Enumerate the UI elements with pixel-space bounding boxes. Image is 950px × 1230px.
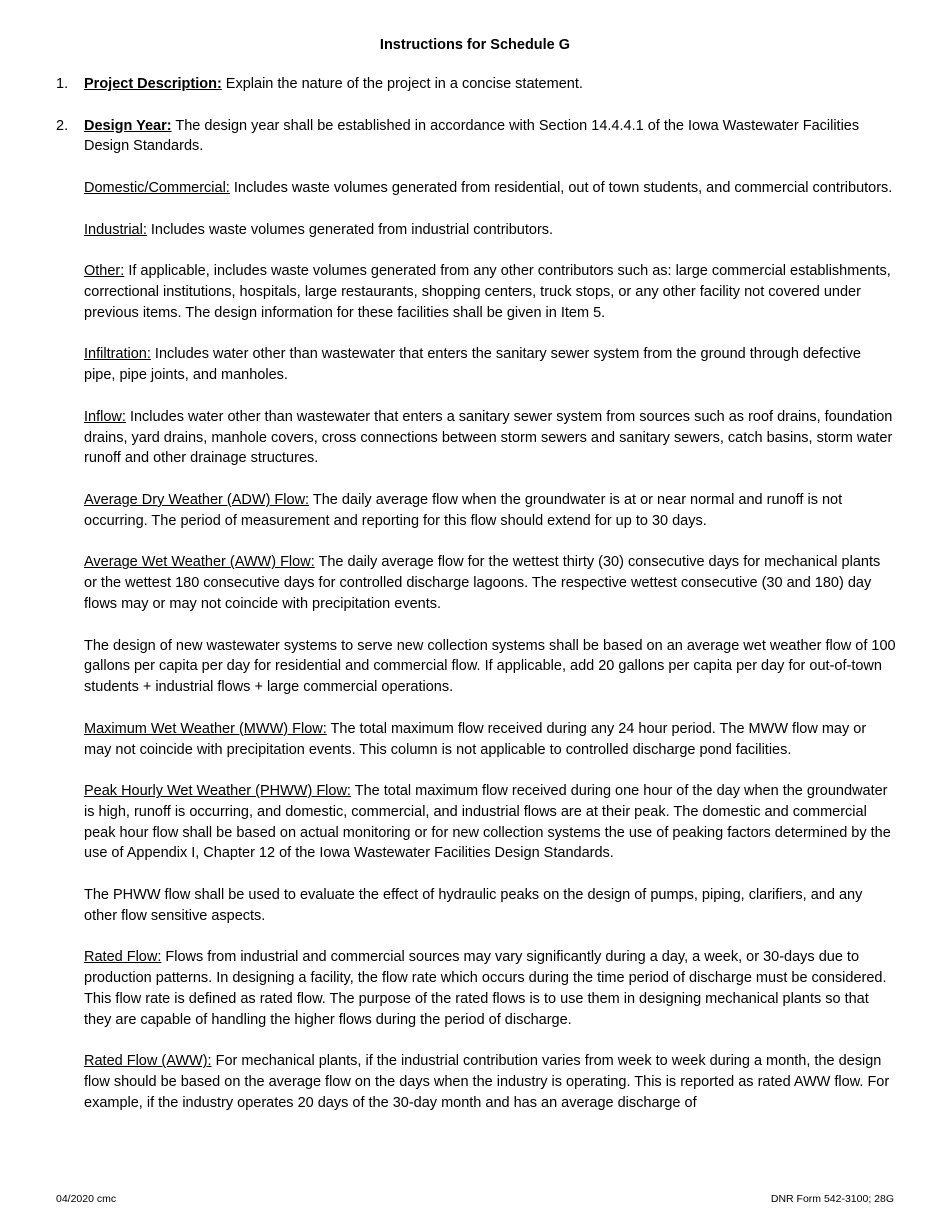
definition-text: Includes water other than wastewater that enters a sanitary sewer system from sources such as roof drains, foundation drains, yard drains, manhole covers, cross connections between storm sewers and sanitary sewers, catch basins, storm water runoff and other drainage structures. [84, 408, 893, 467]
definition-text: The total maximum flow received during one hour of the day when the groundwater is high, runoff is occurring, and domestic, commercial, and industrial flows are at their peak. The domestic and commercial peak hour flow shall be based on actual monitoring or for new collection systems the use of peaking factors determined by the use of Appendix I, Chapter 12 of the Iowa Wastewater Facilities Design Standards. [84, 783, 891, 862]
definition-aww-flow [84, 552, 896, 614]
definition-term: Industrial: [84, 221, 147, 238]
paragraph-text: The design of new wastewater systems to serve new collection systems shall be based on an average wet weather flow of 100 gallons per capita per day for residential and commercial flow. If applicable, add 20 gallons per capita per day for out-of-town students + industrial flows + large commercial operations. [84, 637, 896, 696]
footer-revision-date: 04/2020 cmc [56, 1193, 117, 1205]
paragraph-text: The PHWW flow shall be used to evaluate the effect of hydraulic peaks on the design of pumps, piping, clarifiers, and any other flow sensitive aspects. [84, 887, 863, 924]
definition-phww-flow [84, 781, 896, 864]
definition-text: Includes waste volumes generated from industrial contributors. [146, 221, 554, 238]
definition-mww-flow [84, 719, 896, 761]
item-heading: Project Description: [84, 76, 222, 92]
numbered-item-project-description [56, 74, 896, 95]
definition-term: Other: [84, 263, 125, 280]
definition-text: For mechanical plants, if the industrial contribution varies from week to week during a month, the design flow should be based on the average flow on the days when the industry is operating. This is reported as rated AWW flow. For example, if the industry operates 20 days of the 30-day month and has an average discharge of [84, 1053, 890, 1112]
definition-text: Includes water other than wastewater that enters the sanitary sewer system from the ground through defective pipe, pipe joints, and manholes. [84, 346, 861, 384]
definition-rated-flow-aww [84, 1051, 896, 1113]
definition-inflow [84, 407, 896, 469]
definition-other [84, 261, 896, 323]
definition-term: Infiltration: [84, 346, 151, 363]
item-number: 1. [56, 76, 69, 92]
definition-rated-flow [84, 947, 896, 1030]
definition-term: Average Dry Weather (ADW) Flow: [84, 491, 310, 508]
item-heading: Design Year: [84, 117, 172, 134]
definition-adw-flow [84, 490, 896, 532]
definition-text: The total maximum flow received during any 24 hour period. The MWW flow may or may not coincide with precipitation events. This column is not applicable to controlled discharge pond facilities. [84, 720, 867, 758]
numbered-item-design-year [56, 116, 896, 158]
item-number: 2. [56, 117, 69, 134]
page-title: Instructions for Schedule G [379, 37, 571, 53]
document-body [56, 74, 896, 1114]
definition-text: If applicable, includes waste volumes generated from any other contributors such as: large commercial establishments, correctional institutions, hospitals, large restaurants, shopping centers, truck stops, or any other facility not covered under previous items. The design information for these facilities shall be given in Item 5. [84, 263, 891, 321]
paragraph-new-system-design [84, 636, 896, 698]
item-text: The design year shall be established in accordance with Section 14.4.4.1 of the Iowa Wastewater Facilities Design Standards. [84, 117, 860, 155]
paragraph-phww-usage [84, 885, 896, 927]
footer-form-number: DNR Form 542-3100; 28G [770, 1193, 894, 1205]
definition-term: Domestic/Commercial: [84, 179, 230, 196]
definition-domestic-commercial [84, 178, 896, 199]
definition-term: Rated Flow (AWW): [84, 1053, 212, 1070]
definition-text: Flows from industrial and commercial sources may vary significantly during a day, a week, or 30-days due to production patterns. In designing a facility, the flow rate which occurs during the time period of discharge must be considered. This flow rate is defined as rated flow. The purpose of the rated flows is to use them in designing mechanical plants so that they are capable of handling the higher flows during the period of discharge. [84, 949, 887, 1028]
definition-term: Average Wet Weather (AWW) Flow: [84, 554, 315, 571]
definition-term: Maximum Wet Weather (MWW) Flow: [84, 720, 327, 737]
definition-industrial [84, 220, 896, 241]
definition-text: The daily average flow when the groundwater is at or near normal and runoff is not occurring. The period of measurement and reporting for this flow should extend for up to 30 days. [84, 491, 843, 529]
definition-term: Peak Hourly Wet Weather (PHWW) Flow: [84, 783, 351, 800]
definition-term: Inflow: [84, 408, 126, 425]
definition-text: Includes waste volumes generated from residential, out of town students, and commercial contributors. [229, 179, 893, 196]
definition-infiltration [84, 344, 896, 386]
definition-text: The daily average flow for the wettest thirty (30) consecutive days for mechanical plants or the wettest 180 consecutive days for controlled discharge lagoons. The respective wettest consecutive (30 and 180) day flows may or may not coincide with precipitation events. [84, 554, 881, 612]
item-text: Explain the nature of the project in a concise statement. [221, 76, 583, 92]
definition-term: Rated Flow: [84, 949, 162, 966]
